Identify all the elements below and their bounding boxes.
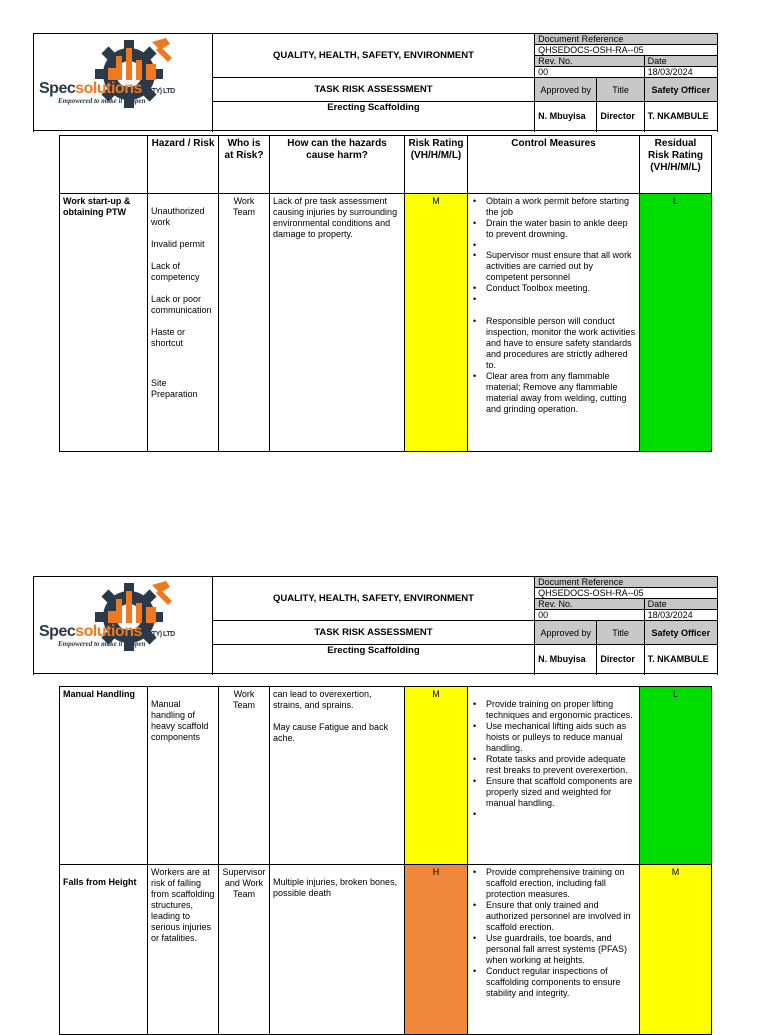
control-list [471,699,636,820]
approver-role: Safety Officer [644,78,717,102]
list-item: • Provide comprehensive training on scaffold erection, including fall protection measures. [486,867,636,900]
date-value: 18/03/2024 [644,67,717,78]
col-residual: Residual Risk Rating (VH/H/M/L) [640,136,712,194]
col-activity [60,136,148,194]
activity-cell: Manual Handling [60,687,148,865]
header-title: QUALITY, HEALTH, SAFETY, ENVIRONMENT [212,577,534,621]
approver-role: Safety Officer [644,621,717,645]
list-item [486,809,636,820]
list-item: • Drain the water basin to ankle deep to prevent drowning. [486,218,636,240]
list-item: • Use guardrails, toe boards, and personal fall arrest systems (PFAS) when working at heights. [486,933,636,966]
table-row [60,865,712,1035]
list-item: • Responsible person will conduct inspection, monitor the work activities and have to ensure safety standards and procedures are strictly adhered to. [486,316,636,371]
activity-cell: Work start-up & obtaining PTW [60,194,148,452]
col-rating: Risk Rating (VH/H/M/L) [405,136,468,194]
approver-name: N. Mbuyisa [535,102,597,131]
list-item: • Supervisor must ensure that all work activities are carried out by competent personnel [486,250,636,283]
approver-title: Director [597,102,644,131]
list-item: • Clear area from any flammable material; Remove any flammable material away from welding, cutting and grinding operation. [486,371,636,415]
officer-name: T. NKAMBULE [644,102,717,131]
form-title: TASK RISK ASSESSMENT [212,78,534,102]
date-label: Date [644,599,717,610]
who-cell: Work Team [219,687,270,865]
rev-label: Rev. No. [535,599,644,610]
table-row [60,687,712,865]
risk-rating-cell: H [405,865,468,1035]
list-item: • Obtain a work permit before starting the job [486,196,636,218]
date-label: Date [644,56,717,67]
list-item: • Conduct regular inspections of scaffolding components to ensure stability and integrity. [486,966,636,999]
control-cell [468,194,640,452]
list-item: • Provide training on proper lifting techniques and ergonomic practices. [486,699,636,721]
hazard-cell: Manual handling of heavy scaffold components [148,687,219,865]
who-cell: Supervisor and Work Team [219,865,270,1035]
approved-label: Approved by [535,78,597,102]
how-cell: Multiple injuries, broken bones, possible death [270,865,405,1035]
document-header-page-2 [33,576,718,674]
list-item: • Use mechanical lifting aids such as hoists or pulleys to reduce manual handling. [486,721,636,754]
how-cell: can lead to overexertion, strains, and sprains. May cause Fatigue and back ache. [270,687,405,865]
risk-table [59,135,712,452]
officer-name: T. NKAMBULE [644,645,717,674]
company-name: Specsolutions (PTY) LTD [39,623,175,640]
rev-label: Rev. No. [535,56,644,67]
control-list [471,196,636,415]
title-label: Title [597,78,644,102]
control-list [471,867,636,999]
doc-ref-label: Document Reference [535,34,718,45]
col-control: Control Measures [468,136,640,194]
control-cell [468,687,640,865]
form-subtitle: Erecting Scaffolding [212,645,534,674]
who-cell: Work Team [219,194,270,452]
rev-value: 00 [535,610,644,621]
approver-title: Director [597,645,644,674]
title-label: Title [597,621,644,645]
company-logo [34,34,213,131]
how-cell: Lack of pre task assessment causing injuries by surrounding environmental conditions and damage to property. [270,194,405,452]
risk-rating-cell: M [405,687,468,865]
form-title: TASK RISK ASSESSMENT [212,621,534,645]
residual-rating-cell: L [640,194,712,452]
col-hazard: Hazard / Risk [148,136,219,194]
company-logo [34,577,213,674]
document-header [33,33,718,131]
doc-ref-value: QHSEDOCS-OSH-RA--05 [535,588,718,599]
col-how: How can the hazards cause harm? [270,136,405,194]
table-row [60,194,712,452]
list-item: • Ensure that only trained and authorized personnel are involved in scaffold erection. [486,900,636,933]
list-item: • Conduct Toolbox meeting. [486,283,636,294]
residual-rating-cell: M [640,865,712,1035]
doc-ref-value: QHSEDOCS-OSH-RA--05 [535,45,718,56]
rev-value: 00 [535,67,644,78]
company-tagline: Empowered to make it happen [58,640,146,648]
date-value: 18/03/2024 [644,610,717,621]
hazard-cell: Workers are at risk of falling from scaffolding structures, leading to serious injuries or fatalities. [148,865,219,1035]
approver-name: N. Mbuyisa [535,645,597,674]
table-header-row [60,136,712,194]
list-item: • Rotate tasks and provide adequate rest breaks to prevent overexertion. [486,754,636,776]
company-tagline: Empowered to make it happen [58,97,146,105]
doc-ref-label: Document Reference [535,577,718,588]
header-title: QUALITY, HEALTH, SAFETY, ENVIRONMENT [212,34,534,78]
approved-label: Approved by [535,621,597,645]
control-cell [468,865,640,1035]
company-name: Specsolutions (PTY) LTD [39,80,175,97]
activity-cell: Falls from Height [60,865,148,1035]
risk-table-page-2 [59,686,712,1035]
residual-rating-cell: L [640,687,712,865]
list-item: • Ensure that scaffold components are properly sized and weighted for manual handling. [486,776,636,809]
risk-rating-cell: M [405,194,468,452]
form-subtitle: Erecting Scaffolding [212,102,534,131]
col-who: Who is at Risk? [219,136,270,194]
hazard-cell: Unauthorized work Invalid permit Lack of competency Lack or poor communication Haste or shortcut Site Preparation [148,194,219,452]
